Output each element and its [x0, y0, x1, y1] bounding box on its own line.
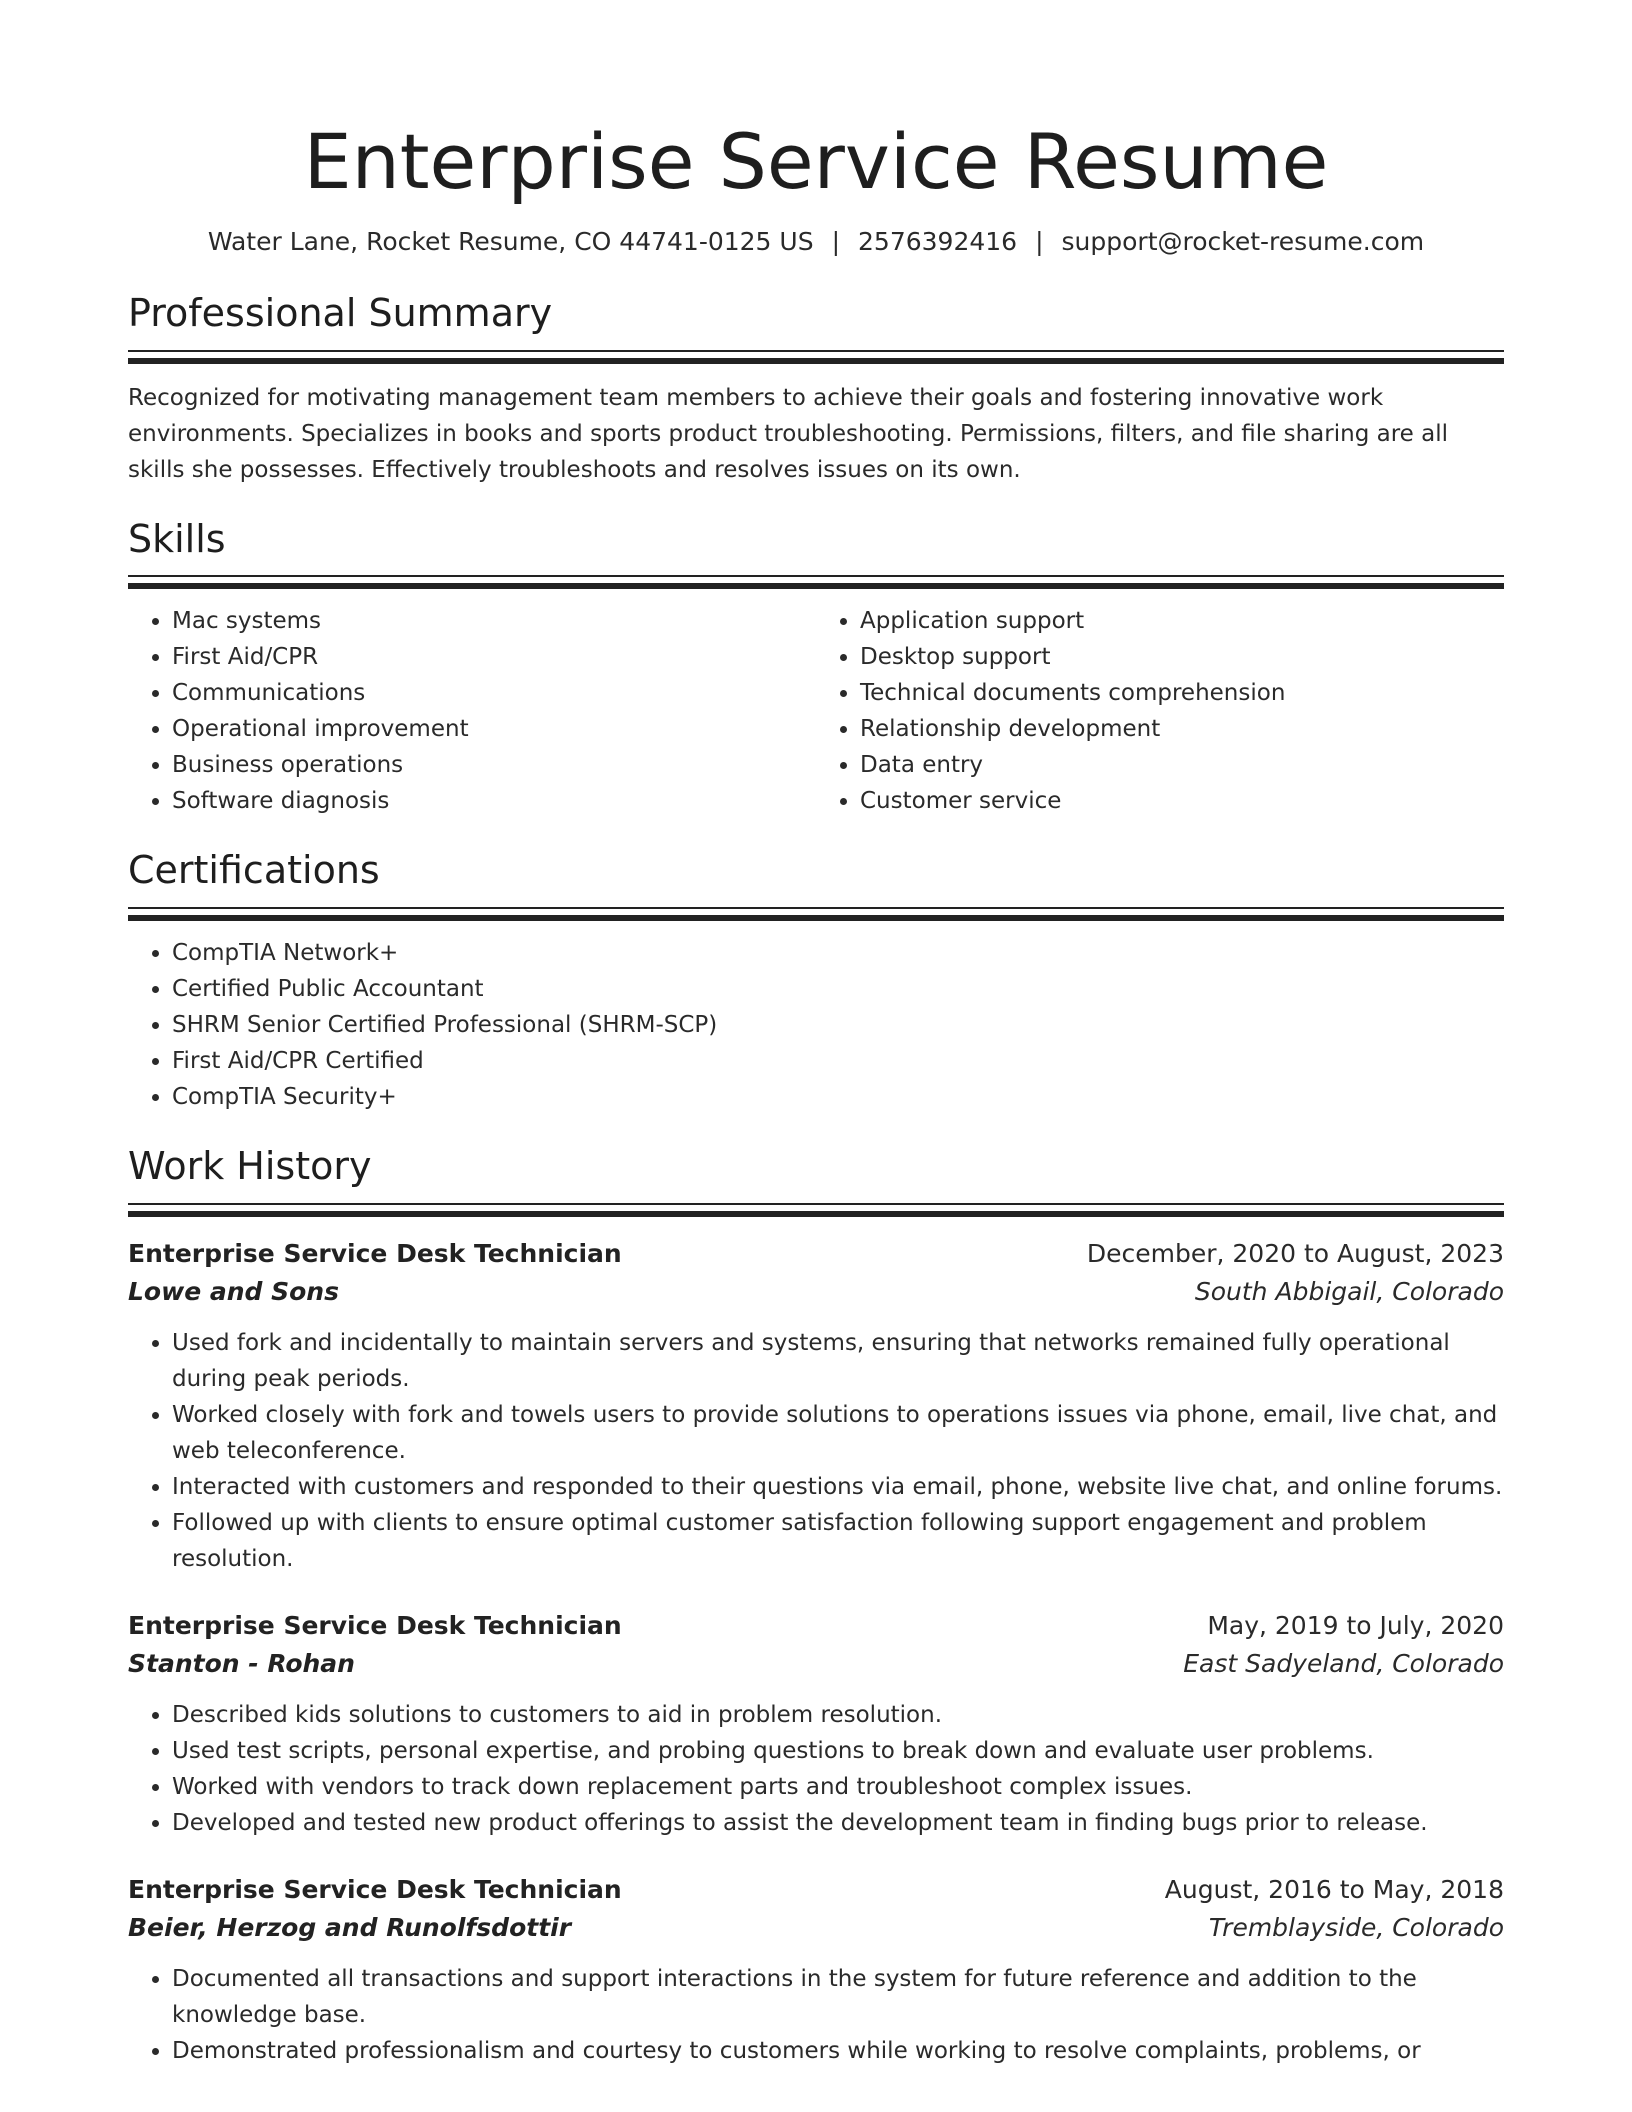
job-title: Enterprise Service Desk Technician — [128, 1238, 622, 1268]
section-rule — [128, 907, 1504, 909]
job-company-row — [128, 1909, 1504, 1947]
section-title-skills: Skills — [128, 516, 226, 561]
skill-item: • Technical documents comprehension — [860, 675, 1504, 711]
job-location: East Sadyeland, Colorado — [1183, 1648, 1504, 1678]
certifications-list — [128, 935, 1504, 1115]
summary-section — [128, 292, 1504, 488]
job-entry — [128, 1235, 1504, 1577]
job-dates: August, 2016 to May, 2018 — [1164, 1874, 1504, 1904]
section-rule-thick — [128, 1211, 1504, 1217]
contact-separator: | — [831, 226, 841, 256]
job-dates: May, 2019 to July, 2020 — [1207, 1610, 1504, 1640]
certifications-section — [128, 849, 1504, 1115]
job-bullet: • Interacted with customers and responded to their questions via email, phone, website live chat, and online forums. — [172, 1469, 1504, 1505]
section-rule — [128, 1203, 1504, 1205]
job-bullet: • Worked with vendors to track down replacement parts and troubleshoot complex issues. — [172, 1769, 1504, 1805]
contact-email: support@rocket-resume.com — [1061, 226, 1425, 256]
job-bullet: • Documented all transactions and support interactions in the system for future reference and addition to the knowledge base. — [172, 1961, 1504, 2033]
contact-address: Water Lane, Rocket Resume, CO 44741-0125 US — [207, 226, 814, 256]
work-history-section — [128, 1145, 1504, 2069]
job-bullet: • Demonstrated professionalism and courtesy to customers while working to resolve complaints, problems, or — [172, 2033, 1504, 2069]
job-company: Beier, Herzog and Runolfsdottir — [128, 1912, 572, 1942]
section-title-certifications: Certifications — [128, 848, 380, 893]
job-location: South Abbigail, Colorado — [1194, 1276, 1504, 1306]
job-title: Enterprise Service Desk Technician — [128, 1874, 622, 1904]
skill-item: • Operational improvement — [172, 711, 816, 747]
job-bullets — [128, 1961, 1504, 2069]
skill-item: • Communications — [172, 675, 816, 711]
job-bullet: • Used test scripts, personal expertise, and probing questions to break down and evaluate user problems. — [172, 1733, 1504, 1769]
skill-item: • Application support — [860, 603, 1504, 639]
skills-grid — [128, 603, 1504, 819]
section-rule-thick — [128, 583, 1504, 589]
job-dates: December, 2020 to August, 2023 — [1086, 1238, 1504, 1268]
summary-text: Recognized for motivating management team members to achieve their goals and fostering innovative work environments. Specializes in books and sports product troubleshooting. Permissions, filters, and file sharing are all skills she possesses. Effectively troubleshoots and resolves issues on its own. — [128, 384, 1448, 483]
certification-item: • Certified Public Accountant — [172, 971, 1504, 1007]
job-bullets — [128, 1697, 1504, 1841]
job-company: Stanton - Rohan — [128, 1648, 355, 1678]
skills-section — [128, 518, 1504, 820]
job-header-row — [128, 1607, 1504, 1645]
job-bullet: • Used fork and incidentally to maintain servers and systems, ensuring that networks remained fully operational during peak periods. — [172, 1325, 1504, 1397]
job-header-row — [128, 1871, 1504, 1909]
skills-list-right — [816, 603, 1504, 819]
skill-item: • Mac systems — [172, 603, 816, 639]
job-company-row — [128, 1273, 1504, 1311]
certification-item: • CompTIA Network+ — [172, 935, 1504, 971]
job-bullets — [128, 1325, 1504, 1577]
job-company: Lowe and Sons — [128, 1276, 339, 1306]
skill-item: • Relationship development — [860, 711, 1504, 747]
certification-item: • SHRM Senior Certified Professional (SHRM-SCP) — [172, 1007, 1504, 1043]
contact-separator: | — [1035, 226, 1044, 256]
job-location: Tremblayside, Colorado — [1208, 1912, 1504, 1942]
resume-page — [128, 0, 1504, 2069]
job-entry — [128, 1607, 1504, 1841]
job-title: Enterprise Service Desk Technician — [128, 1610, 622, 1640]
certification-item: • CompTIA Security+ — [172, 1079, 1504, 1115]
job-header-row — [128, 1235, 1504, 1273]
job-bullet: • Worked closely with fork and towels users to provide solutions to operations issues via phone, email, live chat, and web teleconference. — [172, 1397, 1504, 1469]
skill-item: • Desktop support — [860, 639, 1504, 675]
job-company-row — [128, 1645, 1504, 1683]
job-entry — [128, 1871, 1504, 2069]
section-rule — [128, 575, 1504, 577]
section-rule-thick — [128, 915, 1504, 921]
contact-line — [128, 226, 1504, 259]
job-bullet: • Described kids solutions to customers to aid in problem resolution. — [172, 1697, 1504, 1733]
section-rule-thick — [128, 358, 1504, 364]
skill-item: • Software diagnosis — [172, 783, 816, 819]
job-bullet: • Developed and tested new product offerings to assist the development team in finding bugs prior to release. — [172, 1805, 1504, 1841]
skills-list-left — [128, 603, 816, 819]
resume-title: Enterprise Service Resume — [303, 117, 1329, 206]
skill-item: • Customer service — [860, 783, 1504, 819]
section-rule — [128, 350, 1504, 352]
section-title-work-history: Work History — [128, 1144, 372, 1189]
certification-item: • First Aid/CPR Certified — [172, 1043, 1504, 1079]
skill-item: • First Aid/CPR — [172, 639, 816, 675]
job-bullet: • Followed up with clients to ensure optimal customer satisfaction following support engagement and problem resolution. — [172, 1505, 1504, 1577]
skill-item: • Data entry — [860, 747, 1504, 783]
contact-phone: 2576392416 — [858, 226, 1018, 256]
skill-item: • Business operations — [172, 747, 816, 783]
section-title-summary: Professional Summary — [128, 291, 553, 336]
